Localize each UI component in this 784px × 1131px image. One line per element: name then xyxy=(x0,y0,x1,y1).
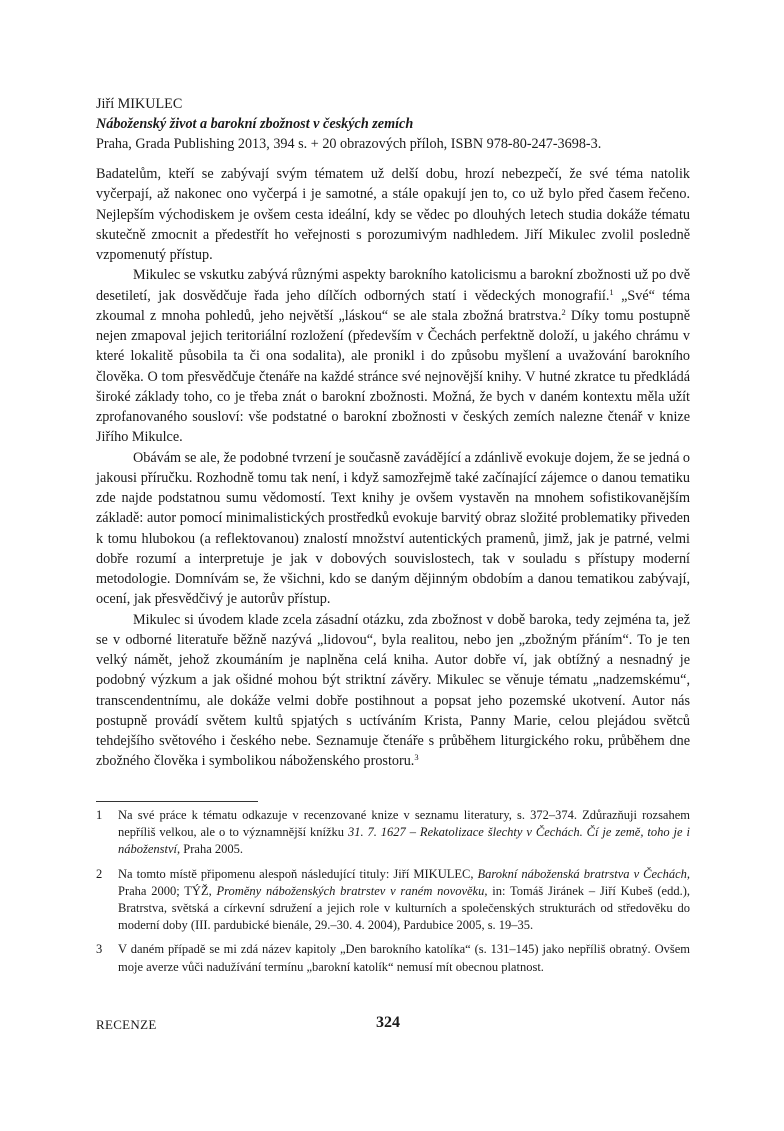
review-body xyxy=(96,164,690,772)
footnote-text: in: Tomáš Jiránek – Jiří Kubeš (edd.), Bratrstva, světská a církevní sdružení a jejich role v kulturních a společenských strukturách od středověku do moderní doby (III. pardubické bienále, 29.–30. 4. 2004), Pardubice 2005, s. 19–35. xyxy=(118,883,690,933)
paragraph-2-part-b: „Své“ téma zkoumal z mnoha pohledů, jeho největší „láskou“ se ale stala zbožná bratrstva. xyxy=(96,287,690,324)
footnote-3 xyxy=(96,941,690,975)
paragraph-3: Obávám se ale, že podobné tvrzení je současně zavádějící a zdánlivě evokuje dojem, že se jedná o jakousi příručku. Rozhodně tomu tak není, i když samozřejmě také začínající zájemce o danou tematiku zde najde podstatnou sumu vědomostí. Text knihy je ovšem vystavěn na mnohem sofistikovanějším základě: autor pomocí minimalistických prostředků evokuje barvitý obraz složité problematiky přiveden k tomu hlubokou (a reflektovanou) znalostí množství autentických pramenů, jimž, jak je patrné, velmi dobře rozumí a interpretuje je jak v dobových souvislostech, tak v souladu s přístupy moderní metodologie. Domnívám se, že všichni, kdo se daným dějinným obdobím a danou tematikou zabývají, ocení, jak přesvědčivý je autorův přístup. xyxy=(96,449,691,608)
footnote-2 xyxy=(96,866,690,935)
paragraph-2 xyxy=(96,265,690,447)
footnote-ref-1: 1 xyxy=(609,286,614,297)
footnote-italic-title: Barokní náboženská bratrstva v Čechách, xyxy=(477,866,690,881)
footnote-number: 2 xyxy=(96,866,103,881)
footnote-italic-title: Proměny náboženských bratrstev v raném novověku, xyxy=(216,883,488,898)
footnote-text: Na tomto místě připomenu alespoň následující tituly: Jiří MIKULEC, xyxy=(118,866,478,881)
footnote-text: Praha 2000; TÝŽ, xyxy=(118,883,217,898)
footnote-ref-3: 3 xyxy=(414,752,419,763)
footnote-number: 1 xyxy=(96,808,103,822)
book-title: Náboženský život a barokní zbožnost v českých zemích xyxy=(96,116,414,132)
paragraph-4-text: Mikulec si úvodem klade zcela zásadní otázku, zda zbožnost v době baroka, tedy zejména ta, jež se v odborné literatuře běžně nazývá „lidovou“, byla realitou, nebo jen „zbožným přáním“. To je ten velký námět, jehož zkoumáním je naplněna celá kniha. Autor dobře ví, jak obtížný a nesnadný je podobný výzkum a jak ošidné mohou být striktní závěry. Mikulec se věnuje tématu „nadzemskému“, transcendentnímu, ale dokáže velmi dobře postihnout a popsat jeho pozemské ukotvení. Autor nás postupně provádí světem kultů spjatých s uctíváním Krista, Panny Marie, celou plejádou světců tehdejšího světového i českého nebe. Seznamuje čtenáře s průběhem liturgického roku, průběhem dne zbožného člověka i symbolikou náboženského prostoru. xyxy=(96,611,690,770)
review-header xyxy=(96,94,696,154)
footnote-separator xyxy=(96,801,258,802)
section-label: RECENZE xyxy=(96,1017,157,1032)
footnote-italic-title: 31. 7. 1627 – Rekatolizace šlechty v Čechách. Čí je země, toho je i náboženství xyxy=(118,825,690,857)
footnote-ref-2: 2 xyxy=(561,306,566,317)
publication-info: Praha, Grada Publishing 2013, 394 s. + 20 obrazových příloh, ISBN 978-80-247-3698-3. xyxy=(96,136,602,152)
book-author: Jiří MIKULEC xyxy=(96,96,183,112)
footnote-text: Na své práce k tématu odkazuje v recenzované knize v seznamu literatury, s. 372–374. Zdůrazňuji rozsahem nepříliš velkou, ale o to významnější knížku xyxy=(118,808,690,840)
paragraph-1: Badatelům, kteří se zabývají svým tématem už delší dobu, hrozí nebezpečí, že své téma natolik vyčerpají, až nakonec ono vyčerpá i je samotné, a stále opakují jen to, co už bylo před časem řečeno. Nejlepším východiskem je ovšem cesta ideální, kdy se vědec po dlouhých letech studia dokáže tématu skutečně zmocnit a předestřít ho veřejnosti s porozumivým nadhledem. Jiří Mikulec zvolil posledně vzpomenutý přístup. xyxy=(96,166,690,263)
page-number: 324 xyxy=(376,1014,400,1031)
footnote-1 xyxy=(96,807,690,859)
footnote-text: , Praha 2005. xyxy=(177,842,243,857)
footnotes xyxy=(96,807,690,983)
paragraph-2-part-c: Díky tomu postupně nejen zmapoval jejich teritoriální rozložení (především v Čechách perfektně doloží, u jakého chrámu v které lokalitě působila ta či ona sodalita), ale pronikl i do způsobu myšlení a uvažování barokního člověka. O tom přesvědčuje čtenáře na každé stránce své nejnovější knihy. V hutné zkratce tu předkládá široké základy toho, co je třeba znát o barokní zbožnosti. Možná, že bych v daném kontextu měla užít zprofanovaného sousloví: vše podstatné o barokní zbožnosti v českých zemích nalezne čtenář v knize Jiřího Mikulce. xyxy=(96,307,690,446)
footnote-text: V daném případě se mi zdá název kapitoly „Den barokního katolíka“ (s. 131–145) jako nepříliš obratný. Ovšem moje averze vůči nadužívání termínu „barokní katolík“ nemusí mít obecnou platnost. xyxy=(118,942,690,974)
paragraph-2-part-a: Mikulec se vskutku zabývá různými aspekty barokního katolicismu a barokní zbožnosti už po dvě desetiletí, jak dosvědčuje řada jeho dílčích odborných statí i vědeckých monografií. xyxy=(96,267,690,304)
footnote-number: 3 xyxy=(96,942,103,957)
paragraph-4 xyxy=(96,610,690,772)
